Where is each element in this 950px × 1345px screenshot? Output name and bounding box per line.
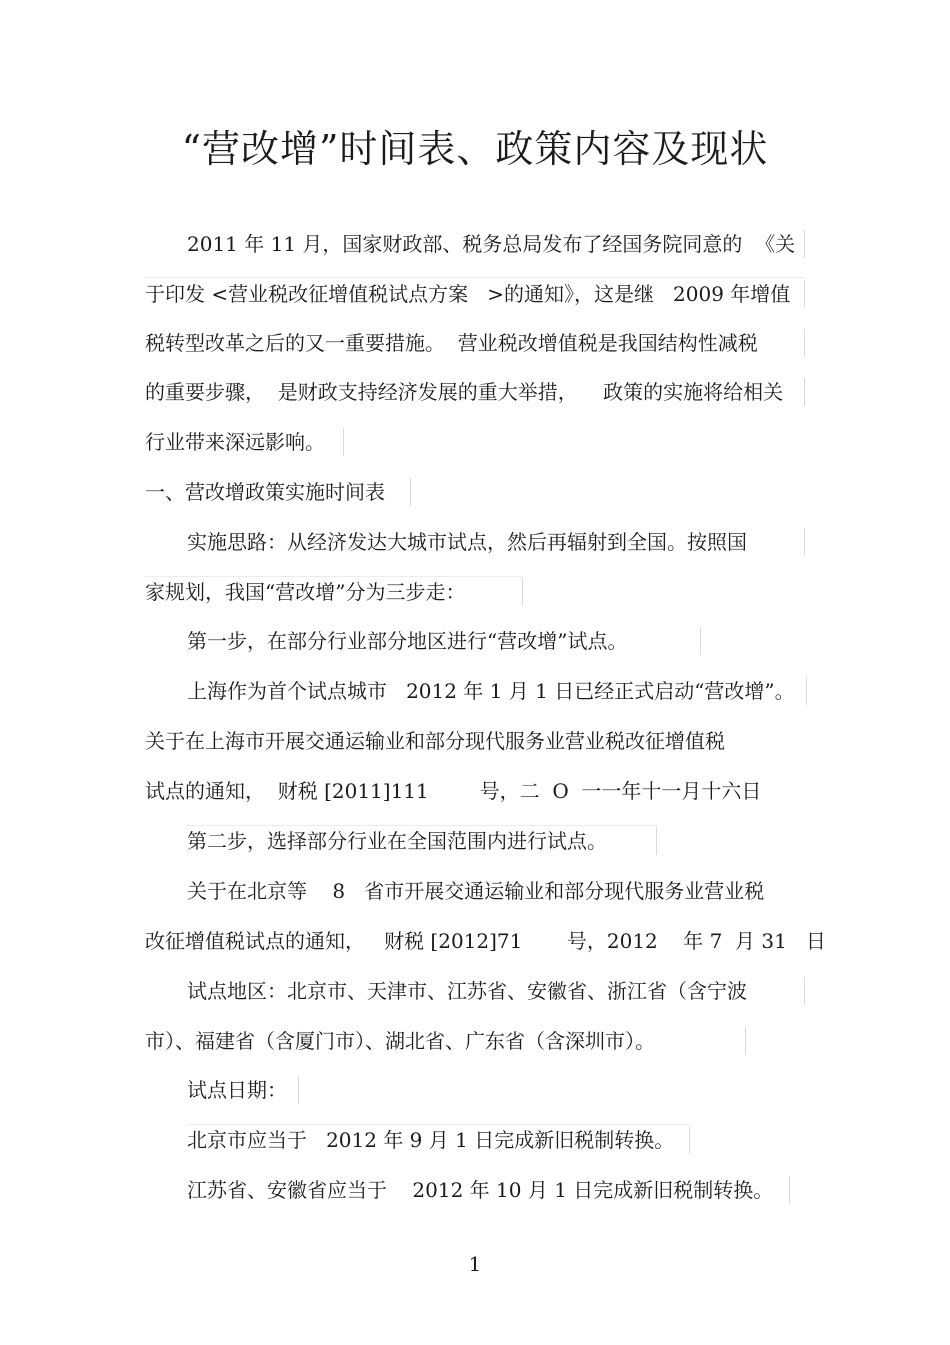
text-box-edge [145,277,805,278]
text-box-edge [804,977,805,1005]
text-box-edge [806,677,807,705]
text-box-edge [804,230,805,258]
text-box-edge [804,528,805,556]
paragraph-line: 试点的通知， 财税 [2011]111 号，二 O 一一年十一月十六日 [145,779,762,803]
paragraph-line: 第一步，在部分行业部分地区进行“营改增”试点。 [187,629,628,653]
paragraph-line: 2011 年 11 月，国家财政部、税务总局发布了经国务院同意的 《关 [187,232,796,256]
text-box-edge [298,1076,299,1104]
text-box-edge [804,280,805,308]
paragraph-line: 实施思路：从经济发达大城市试点，然后再辐射到全国。按照国 [187,530,747,554]
paragraph-line: 关于在北京等 8 省市开展交通运输业和部分现代服务业营业税 [187,879,765,903]
paragraph-line: 关于在上海市开展交通运输业和部分现代服务业营业税改征增值税 [145,729,725,753]
paragraph-line: 北京市应当于 2012 年 9 月 1 日完成新旧税制转换。 [187,1128,675,1152]
paragraph-line: 改征增值税试点的通知， 财税 [2012]71 号，2012 年 7 月 31 日 [145,929,826,953]
section-heading: 一、营改增政策实施时间表 [145,480,385,504]
paragraph-line: 行业带来深远影响。 [145,430,325,454]
text-box-edge [343,428,344,456]
paragraph-line: 市）、福建省（含厦门市）、湖北省、广东省（含深圳市）。 [145,1029,655,1053]
text-box-edge [187,1124,690,1125]
text-box-edge [804,378,805,406]
text-box-edge [187,825,657,826]
paragraph-line: 的重要步骤， 是财政支持经济发展的重大举措， 政策的实施将给相关 [145,380,784,404]
page-number: 1 [468,1252,482,1276]
text-box-edge [689,1126,690,1154]
paragraph-line: 家规划，我国“营改增”分为三步走： [145,580,466,604]
text-box-edge [804,329,805,357]
paragraph-line: 试点日期： [187,1078,287,1102]
paragraph-line: 第二步，选择部分行业在全国范围内进行试点。 [187,829,607,853]
paragraph-line: 试点地区：北京市、天津市、江苏省、安徽省、浙江省（含宁波 [187,979,747,1003]
text-box-edge [745,1027,746,1055]
paragraph-line: 于印发 <营业税改征增值税试点方案 >的通知》，这是继 2009 年增值 [145,282,791,306]
text-box-edge [700,627,701,655]
paragraph-line: 江苏省、安徽省应当于 2012 年 10 月 1 日完成新旧税制转换。 [187,1178,774,1202]
text-box-edge [789,1176,790,1204]
text-box-edge [656,827,657,855]
text-box-edge [522,578,523,606]
document-title: “营改增”时间表、政策内容及现状 [181,127,769,171]
text-box-edge [145,576,523,577]
paragraph-line: 税转型改革之后的又一重要措施。 营业税改增值税是我国结构性减税 [145,331,758,355]
paragraph-line: 上海作为首个试点城市 2012 年 1 月 1 日已经正式启动“营改增”。 [187,679,795,703]
text-box-edge [410,478,411,506]
